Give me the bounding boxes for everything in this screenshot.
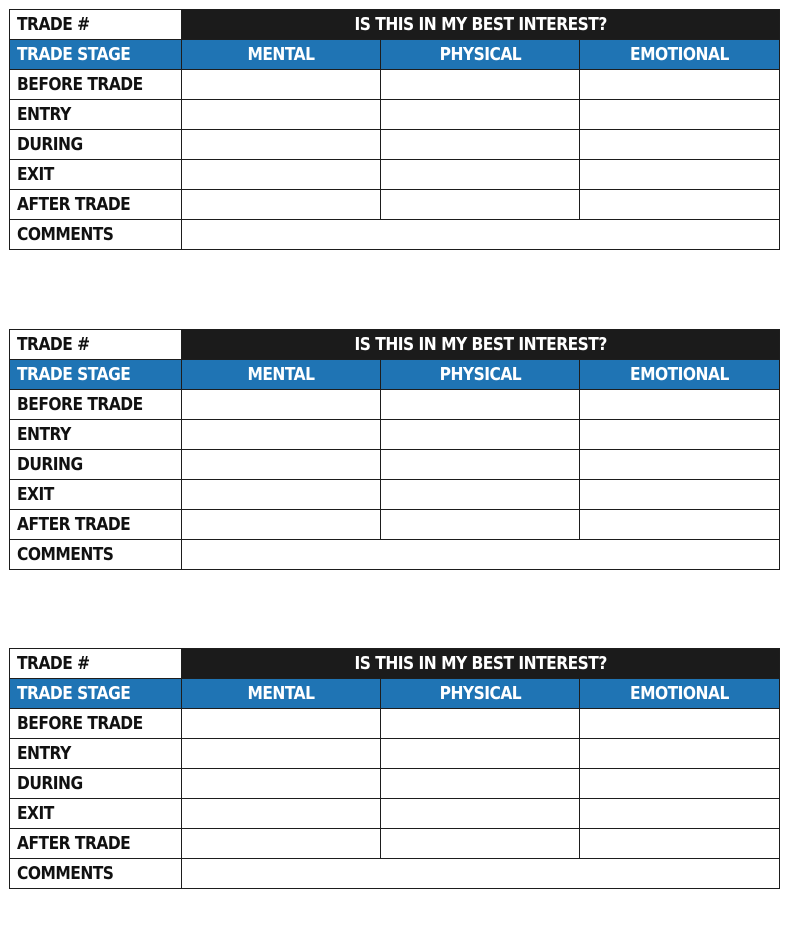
trade-number-label: TRADE # — [10, 330, 182, 360]
stage-row-before-trade — [10, 709, 780, 739]
trade-number-label: TRADE # — [10, 10, 182, 40]
stage-label: AFTER TRADE — [10, 190, 182, 220]
stage-row-exit — [10, 480, 780, 510]
physical-cell[interactable] — [381, 100, 580, 130]
physical-cell[interactable] — [381, 739, 580, 769]
stage-row-before-trade — [10, 70, 780, 100]
column-header-physical: PHYSICAL — [381, 679, 580, 709]
physical-cell[interactable] — [381, 709, 580, 739]
trade-sheet-2 — [9, 329, 779, 570]
stage-row-after-trade — [10, 829, 780, 859]
physical-cell[interactable] — [381, 160, 580, 190]
emotional-cell[interactable] — [580, 100, 780, 130]
column-header-physical: PHYSICAL — [381, 360, 580, 390]
emotional-cell[interactable] — [580, 420, 780, 450]
stage-label: BEFORE TRADE — [10, 709, 182, 739]
column-header-mental: MENTAL — [182, 679, 381, 709]
mental-cell[interactable] — [182, 160, 381, 190]
stage-row-during — [10, 769, 780, 799]
mental-cell[interactable] — [182, 799, 381, 829]
mental-cell[interactable] — [182, 190, 381, 220]
stage-row-during — [10, 450, 780, 480]
trade-table — [9, 9, 780, 250]
stage-label: EXIT — [10, 799, 182, 829]
mental-cell[interactable] — [182, 769, 381, 799]
emotional-cell[interactable] — [580, 510, 780, 540]
comments-label: COMMENTS — [10, 220, 182, 250]
question-title: IS THIS IN MY BEST INTEREST? — [182, 649, 780, 679]
mental-cell[interactable] — [182, 420, 381, 450]
stage-row-before-trade — [10, 390, 780, 420]
comments-field[interactable] — [182, 540, 780, 570]
stage-label: EXIT — [10, 480, 182, 510]
mental-cell[interactable] — [182, 480, 381, 510]
stage-row-exit — [10, 160, 780, 190]
stage-label: AFTER TRADE — [10, 510, 182, 540]
stage-label: ENTRY — [10, 420, 182, 450]
mental-cell[interactable] — [182, 450, 381, 480]
comments-field[interactable] — [182, 859, 780, 889]
mental-cell[interactable] — [182, 130, 381, 160]
physical-cell[interactable] — [381, 190, 580, 220]
trade-sheet-1 — [9, 9, 779, 250]
physical-cell[interactable] — [381, 130, 580, 160]
emotional-cell[interactable] — [580, 709, 780, 739]
title-row — [10, 10, 780, 40]
physical-cell[interactable] — [381, 799, 580, 829]
mental-cell[interactable] — [182, 739, 381, 769]
stage-row-after-trade — [10, 510, 780, 540]
stage-row-exit — [10, 799, 780, 829]
trade-table — [9, 329, 780, 570]
stage-label: ENTRY — [10, 739, 182, 769]
stage-label: AFTER TRADE — [10, 829, 182, 859]
physical-cell[interactable] — [381, 769, 580, 799]
emotional-cell[interactable] — [580, 480, 780, 510]
physical-cell[interactable] — [381, 390, 580, 420]
column-header-emotional: EMOTIONAL — [580, 40, 780, 70]
emotional-cell[interactable] — [580, 450, 780, 480]
stage-row-entry — [10, 739, 780, 769]
emotional-cell[interactable] — [580, 799, 780, 829]
trade-stage-header: TRADE STAGE — [10, 40, 182, 70]
stage-label: DURING — [10, 450, 182, 480]
trade-stage-header: TRADE STAGE — [10, 360, 182, 390]
mental-cell[interactable] — [182, 390, 381, 420]
comments-row — [10, 859, 780, 889]
trade-table — [9, 648, 780, 889]
comments-field[interactable] — [182, 220, 780, 250]
stage-row-during — [10, 130, 780, 160]
column-header-mental: MENTAL — [182, 40, 381, 70]
column-header-emotional: EMOTIONAL — [580, 679, 780, 709]
physical-cell[interactable] — [381, 450, 580, 480]
emotional-cell[interactable] — [580, 160, 780, 190]
question-title: IS THIS IN MY BEST INTEREST? — [182, 330, 780, 360]
physical-cell[interactable] — [381, 829, 580, 859]
header-row — [10, 40, 780, 70]
stage-label: EXIT — [10, 160, 182, 190]
header-row — [10, 679, 780, 709]
stage-row-entry — [10, 420, 780, 450]
mental-cell[interactable] — [182, 510, 381, 540]
emotional-cell[interactable] — [580, 769, 780, 799]
stage-row-after-trade — [10, 190, 780, 220]
emotional-cell[interactable] — [580, 739, 780, 769]
title-row — [10, 330, 780, 360]
mental-cell[interactable] — [182, 709, 381, 739]
question-title: IS THIS IN MY BEST INTEREST? — [182, 10, 780, 40]
comments-label: COMMENTS — [10, 859, 182, 889]
emotional-cell[interactable] — [580, 390, 780, 420]
stage-label: ENTRY — [10, 100, 182, 130]
trade-sheet-3 — [9, 648, 779, 889]
physical-cell[interactable] — [381, 510, 580, 540]
emotional-cell[interactable] — [580, 130, 780, 160]
stage-label: BEFORE TRADE — [10, 390, 182, 420]
physical-cell[interactable] — [381, 420, 580, 450]
mental-cell[interactable] — [182, 829, 381, 859]
emotional-cell[interactable] — [580, 70, 780, 100]
comments-row — [10, 540, 780, 570]
trade-stage-header: TRADE STAGE — [10, 679, 182, 709]
trade-number-label: TRADE # — [10, 649, 182, 679]
stage-label: BEFORE TRADE — [10, 70, 182, 100]
stage-row-entry — [10, 100, 780, 130]
mental-cell[interactable] — [182, 100, 381, 130]
header-row — [10, 360, 780, 390]
mental-cell[interactable] — [182, 70, 381, 100]
emotional-cell[interactable] — [580, 190, 780, 220]
comments-row — [10, 220, 780, 250]
emotional-cell[interactable] — [580, 829, 780, 859]
stage-label: DURING — [10, 130, 182, 160]
stage-label: DURING — [10, 769, 182, 799]
column-header-emotional: EMOTIONAL — [580, 360, 780, 390]
physical-cell[interactable] — [381, 480, 580, 510]
comments-label: COMMENTS — [10, 540, 182, 570]
column-header-mental: MENTAL — [182, 360, 381, 390]
title-row — [10, 649, 780, 679]
column-header-physical: PHYSICAL — [381, 40, 580, 70]
physical-cell[interactable] — [381, 70, 580, 100]
